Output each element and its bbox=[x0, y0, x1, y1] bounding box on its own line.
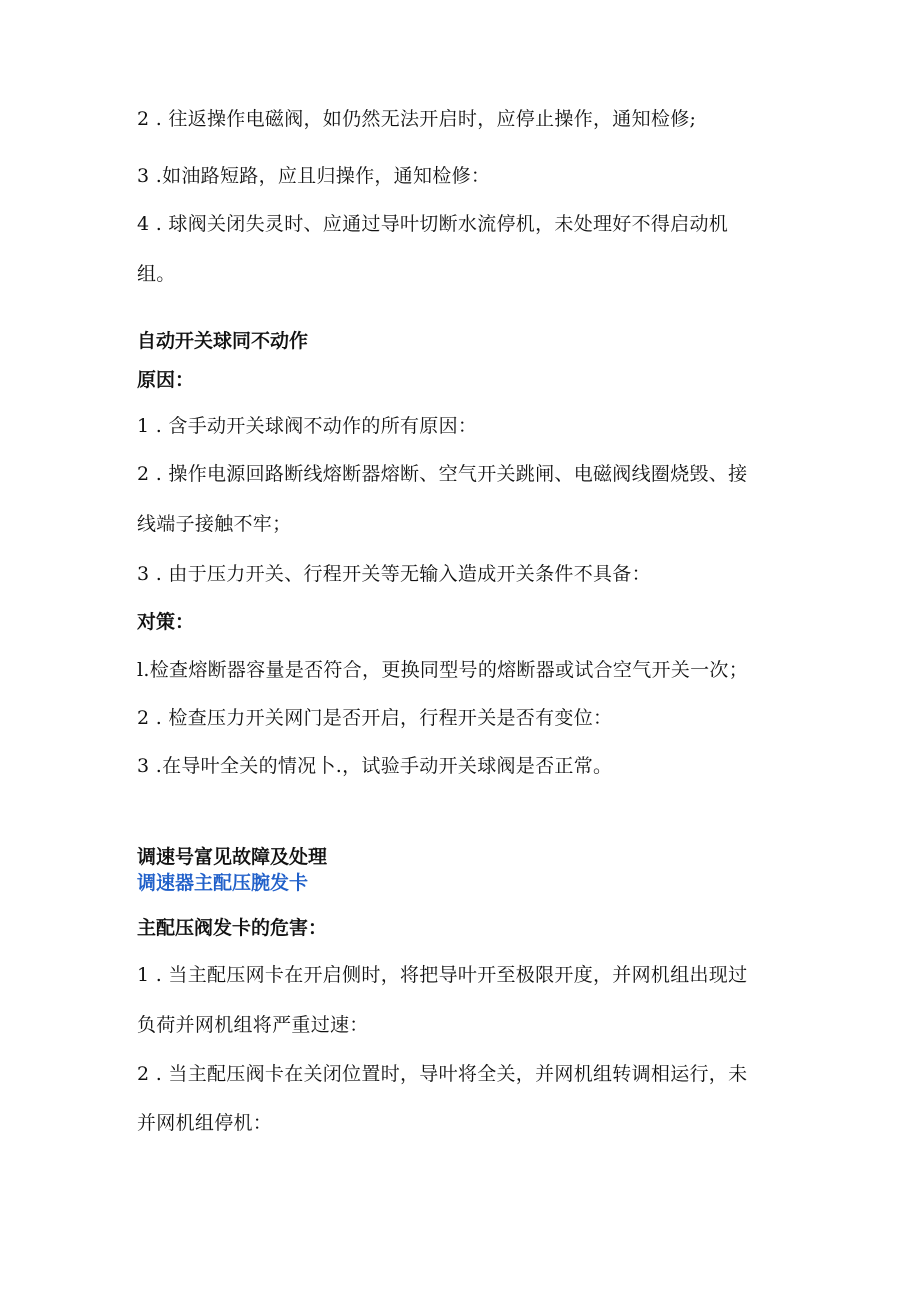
paragraph-line: 2 . 检查压力开关网门是否开启，行程开关是否有变位： bbox=[137, 707, 613, 729]
paragraph-line: 3 . 由于压力开关、行程开关等无输入造成开关条件不具备： bbox=[137, 563, 651, 585]
paragraph-line: 3 .在导叶全关的情况卜.，试验手动开关球阀是否正常。 bbox=[137, 755, 613, 777]
paragraph-line: 线端子接触不牢； bbox=[137, 513, 292, 535]
subheading-reason: 原因： bbox=[137, 369, 195, 391]
section-link-heading[interactable]: 调速器主配压腕发卡 bbox=[137, 872, 309, 894]
subheading-countermeasure: 对策： bbox=[137, 611, 195, 633]
paragraph-line: 1 . 含手动开关球阀不动作的所有原因： bbox=[137, 415, 478, 437]
subheading-hazard: 主配压阀发卡的危害： bbox=[137, 917, 328, 939]
paragraph-line: 3 .如油路短路，应且归操作，通知检修： bbox=[137, 165, 491, 187]
paragraph-line: 负荷并网机组将严重过速： bbox=[137, 1014, 369, 1036]
paragraph-line: l.检查熔断器容量是否符合，更换同型号的熔断器或试合空气开关一次； bbox=[137, 659, 749, 681]
paragraph-line: 4 . 球阀关闭失灵时、应通过导叶切断水流停机，未处理好不得启动机 bbox=[137, 213, 729, 235]
paragraph-line: 组。 bbox=[137, 263, 176, 285]
section-heading: 自动开关球同不动作 bbox=[137, 330, 309, 352]
paragraph-line: 2 . 操作电源回路断线熔断器熔断、空气开关跳闸、电磁阀线圈烧毁、接 bbox=[137, 463, 748, 485]
paragraph-line: 2 . 往返操作电磁阀，如仍然无法开启时，应停止操作，通知检修; bbox=[137, 108, 697, 130]
paragraph-line: 1 . 当主配压网卡在开启侧时，将把导叶开至极限开度，并网机组出现过 bbox=[137, 964, 748, 986]
paragraph-line: 2 . 当主配压阀卡在关闭位置时，导叶将全关，并网机组转调相运行，未 bbox=[137, 1063, 748, 1085]
section-heading: 调速号富见故障及处理 bbox=[137, 846, 328, 868]
paragraph-line: 并网机组停机： bbox=[137, 1112, 273, 1134]
